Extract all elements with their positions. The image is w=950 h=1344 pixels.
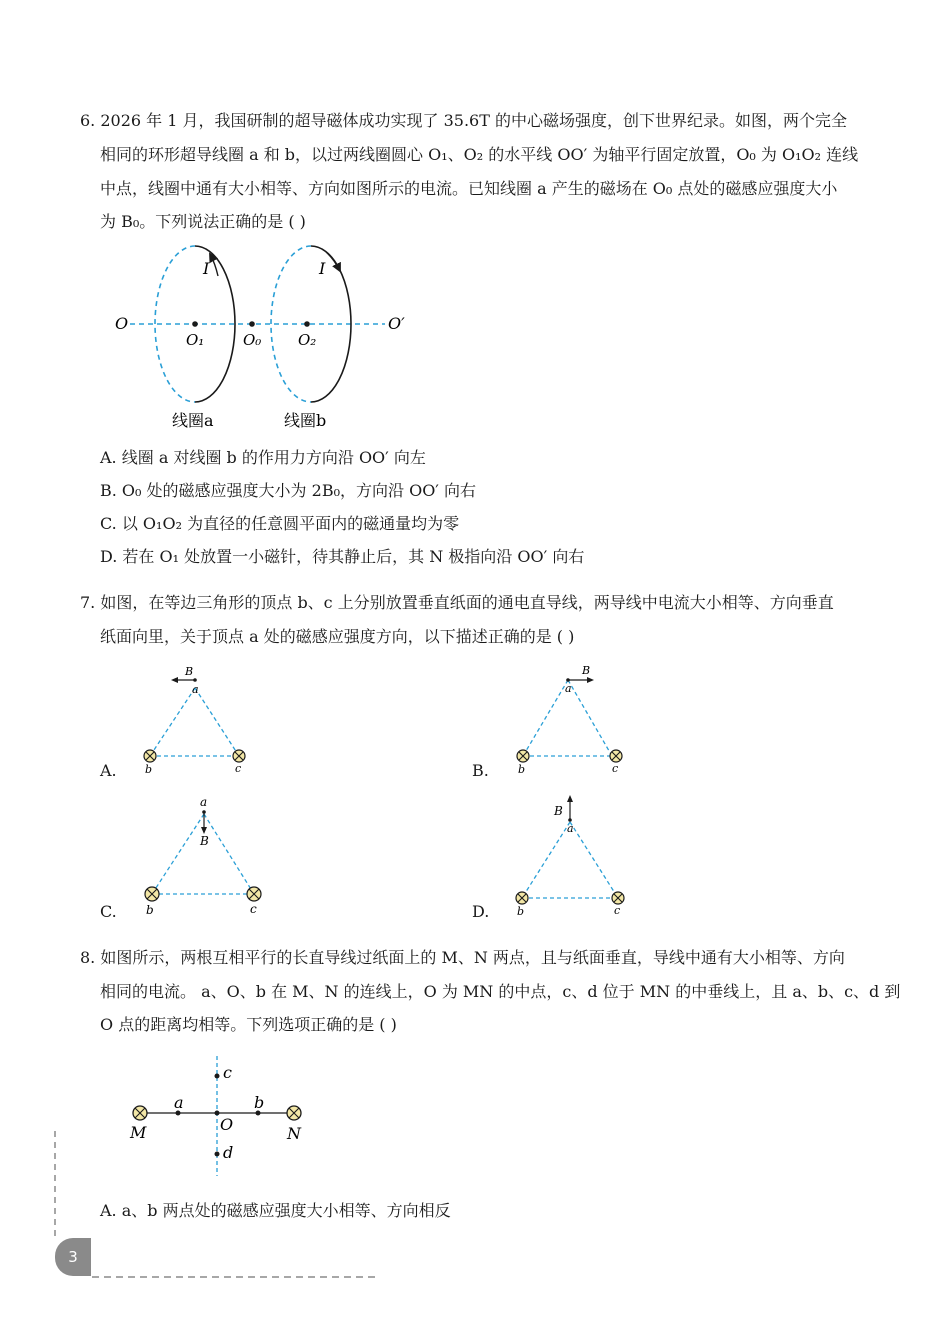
q6-line-4: 为 B₀。下列说法正确的是 ( ) — [100, 212, 306, 231]
label-current-a: I — [203, 259, 210, 278]
label-b: b — [145, 763, 153, 776]
q8-line-3: O 点的距离均相等。下列选项正确的是 ( ) — [100, 1015, 397, 1034]
label-b-field: B — [200, 834, 209, 848]
q7-line-1: 7. 如图，在等边三角形的顶点 b、c 上分别放置垂直纸面的通电直导线，两导线中电流大小相等、方向垂直 — [80, 593, 834, 612]
q6-option-d: D. 若在 O₁ 处放置一小磁针，待其静止后，其 N 极指向沿 OO′ 向右 — [100, 547, 585, 566]
q6-option-b: B. O₀ 处的磁感应强度大小为 2B₀，方向沿 OO′ 向右 — [100, 481, 477, 500]
q7-line-2: 纸面向里，关于顶点 a 处的磁感应强度方向，以下描述正确的是 ( ) — [100, 627, 575, 646]
q8-option-a: A. a、b 两点处的磁感应强度大小相等、方向相反 — [100, 1201, 451, 1220]
label-o: O — [220, 1115, 234, 1134]
label-current-b: I — [319, 259, 326, 278]
q8-line-2: 相同的电流。 a、O、b 在 M、N 的连线上，O 为 MN 的中点，c、d 位于 MN 的中垂线上，且 a、b、c、d 到 — [100, 982, 901, 1001]
page-number: 3 — [55, 1238, 91, 1276]
label-b: b — [517, 905, 525, 918]
point-o1 — [192, 321, 198, 327]
q6-option-c: C. 以 O₁O₂ 为直径的任意圆平面内的磁通量均为零 — [100, 514, 460, 533]
label-m: M — [130, 1123, 147, 1142]
label-a: a — [192, 683, 199, 696]
label-a: a — [565, 682, 572, 695]
q7-option-a-figure — [135, 660, 265, 780]
q6-option-a: A. 线圈 a 对线圈 b 的作用力方向沿 OO′ 向左 — [100, 448, 426, 467]
label-b: b — [518, 763, 526, 776]
q7-option-c-figure — [138, 792, 268, 920]
q6-line-3: 中点，线圈中通有大小相等、方向如图所示的电流。已知线圈 a 产生的磁场在 O₀ 点处的磁感应强度大小 — [100, 179, 838, 198]
label-o-prime: O′ — [388, 314, 405, 333]
point-o — [215, 1111, 220, 1116]
label-b: b — [254, 1093, 265, 1112]
q7-option-b-figure — [508, 660, 638, 780]
label-b-field: B — [554, 804, 563, 818]
current-arrow-b — [326, 252, 340, 271]
label-coil-a: 线圈a — [172, 411, 214, 430]
label-o2: O₂ — [298, 331, 317, 349]
label-b-field: B — [582, 664, 591, 677]
label-o1: O₁ — [186, 331, 205, 349]
q8-line-1: 8. 如图所示，两根互相平行的长直导线过纸面上的 M、N 两点，且与纸面垂直，导线中通有大小相等、方向 — [80, 948, 845, 967]
label-o: O — [115, 314, 129, 333]
label-c: c — [235, 762, 242, 775]
label-d: d — [223, 1143, 234, 1162]
label-c: c — [614, 904, 621, 917]
label-c: c — [612, 762, 619, 775]
label-b: b — [146, 903, 154, 917]
label-a: a — [567, 822, 574, 835]
label-b-field: B — [185, 665, 194, 678]
label-o0: O₀ — [243, 331, 262, 349]
label-c: c — [250, 902, 257, 916]
q6-line-2: 相同的环形超导线圈 a 和 b，以过两线圈圆心 O₁、O₂ 的水平线 OO′ 为轴平行固定放置，O₀ 为 O₁O₂ 连线 — [100, 145, 859, 164]
q7-option-a-letter: A. — [100, 761, 117, 780]
q7-option-b-letter: B. — [472, 761, 489, 780]
label-c: c — [223, 1063, 232, 1082]
q7-option-d-letter: D. — [472, 902, 490, 921]
point-c — [215, 1074, 220, 1079]
q6-coil-figure — [100, 238, 430, 438]
label-a: a — [174, 1093, 184, 1112]
point-o0 — [249, 321, 255, 327]
point-o2 — [304, 321, 310, 327]
q7-option-c-letter: C. — [100, 902, 117, 921]
label-n: N — [287, 1124, 301, 1143]
label-a: a — [200, 795, 208, 809]
label-coil-b: 线圈b — [284, 411, 327, 430]
q7-option-d-figure — [508, 790, 638, 920]
q6-line-1: 6. 2026 年 1 月，我国研制的超导磁体成功实现了 35.6T 的中心磁场强度，创下世界纪录。如图，两个完全 — [80, 111, 847, 130]
